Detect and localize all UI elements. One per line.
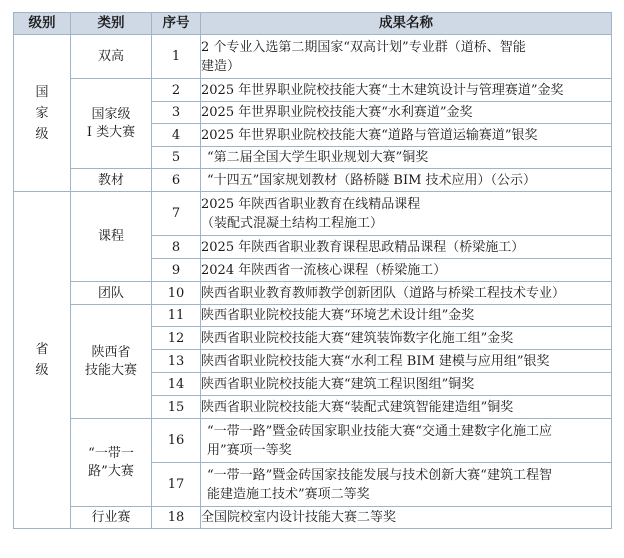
level-national: 国家级 [14, 35, 71, 192]
row-number: 3 [152, 102, 201, 124]
row-number: 14 [152, 373, 201, 396]
row-number: 18 [152, 507, 201, 529]
achievement-name: 陕西省职业院校技能大赛“装配式建筑智能建造组”铜奖 [201, 396, 612, 419]
row-number: 1 [152, 35, 201, 79]
row-number: 6 [152, 169, 201, 192]
category-line: “一带一 [88, 445, 134, 461]
achievement-name [201, 192, 612, 236]
header-level: 级别 [14, 13, 71, 35]
achievement-name: 2025 年陕西省职业教育课程思政精品课程（桥梁施工） [201, 236, 612, 259]
achievement-name: 陕西省职业院校技能大赛“环境艺术设计组”金奖 [201, 305, 612, 327]
header-category: 类别 [71, 13, 152, 35]
category-shaanxi-contest [71, 305, 152, 419]
table-row [14, 419, 612, 463]
table-row [14, 169, 612, 192]
row-number: 8 [152, 236, 201, 259]
achievement-name: 2025 年世界职业院校技能大赛“道路与管道运输赛道”银奖 [201, 124, 612, 147]
achievement-line: 2025 年陕西省职业教育在线精品课程 [201, 196, 421, 212]
row-number: 9 [152, 259, 201, 282]
row-number: 16 [152, 419, 201, 463]
achievement-text: “十四五”国家规划教材（路桥隧 BIM 技术应用）（公示） [207, 172, 537, 188]
category-textbook: 教材 [71, 169, 152, 192]
achievement-name: 2025 年世界职业院校技能大赛“土木建筑设计与管理赛道”金奖 [201, 79, 612, 102]
row-number: 5 [152, 147, 201, 169]
achievement-text: “第二届全国大学生职业规划大赛”铜奖 [207, 150, 429, 165]
table-row [14, 305, 612, 327]
achievement-name: 2024 年陕西省一流核心课程（桥梁施工） [201, 259, 612, 282]
achievement-line: （装配式混凝土结构工程施工） [201, 215, 384, 231]
category-shuanggao: 双高 [71, 35, 152, 79]
achievement-name [201, 35, 612, 79]
category-line: I 类大赛 [86, 124, 136, 140]
table-row [14, 192, 612, 236]
row-number: 13 [152, 350, 201, 373]
achievement-name: 2025 年世界职业院校技能大赛“水利赛道”金奖 [201, 102, 612, 124]
table-row [14, 507, 612, 529]
row-number: 15 [152, 396, 201, 419]
achievement-line: 2 个专业入选第二期国家“双高计划”专业群（道桥、智能 [201, 39, 526, 55]
row-number: 17 [152, 463, 201, 507]
achievement-line: “一带一路”暨金砖国家技能发展与技术创新大赛“建筑工程智 [207, 467, 552, 483]
achievement-name: 陕西省职业院校技能大赛“建筑工程识图组”铜奖 [201, 373, 612, 396]
row-number: 2 [152, 79, 201, 102]
achievement-line: 能建造施工技术”赛项二等奖 [207, 486, 370, 502]
row-number: 7 [152, 192, 201, 236]
achievement-line: “一带一路”暨金砖国家职业技能大赛“交通土建数字化施工应 [207, 423, 552, 439]
achievement-line: 用”赛项一等奖 [207, 442, 292, 458]
level-provincial: 省级 [14, 192, 71, 529]
category-line: 路”大赛 [88, 463, 134, 479]
row-number: 4 [152, 124, 201, 147]
row-number: 12 [152, 327, 201, 350]
achievement-name [201, 169, 612, 192]
achievement-name [201, 419, 612, 463]
header-achievement-name: 成果名称 [201, 13, 612, 35]
table-row [14, 79, 612, 102]
category-line: 技能大赛 [84, 362, 137, 378]
category-line: 国家级 [91, 106, 131, 122]
row-number: 10 [152, 282, 201, 305]
header-row [14, 13, 612, 35]
achievement-name [201, 463, 612, 507]
table-row [14, 35, 612, 79]
row-number: 11 [152, 305, 201, 327]
header-number: 序号 [152, 13, 201, 35]
category-course: 课程 [71, 192, 152, 282]
category-line: 陕西省 [91, 344, 131, 360]
category-team: 团队 [71, 282, 152, 305]
achievement-name: 全国院校室内设计技能大赛二等奖 [201, 507, 612, 529]
achievement-line: 建造） [201, 58, 241, 74]
category-belt-road-contest [71, 419, 152, 507]
achievement-name: 陕西省职业教育教师教学创新团队（道路与桥梁工程技术专业） [201, 282, 612, 305]
category-national-contest [71, 79, 152, 169]
achievements-table [13, 12, 612, 529]
achievement-name [201, 147, 612, 169]
category-industry-contest: 行业赛 [71, 507, 152, 529]
achievement-name: 陕西省职业院校技能大赛“水利工程 BIM 建模与应用组”银奖 [201, 350, 612, 373]
table-row [14, 282, 612, 305]
achievement-name: 陕西省职业院校技能大赛“建筑装饰数字化施工组”金奖 [201, 327, 612, 350]
